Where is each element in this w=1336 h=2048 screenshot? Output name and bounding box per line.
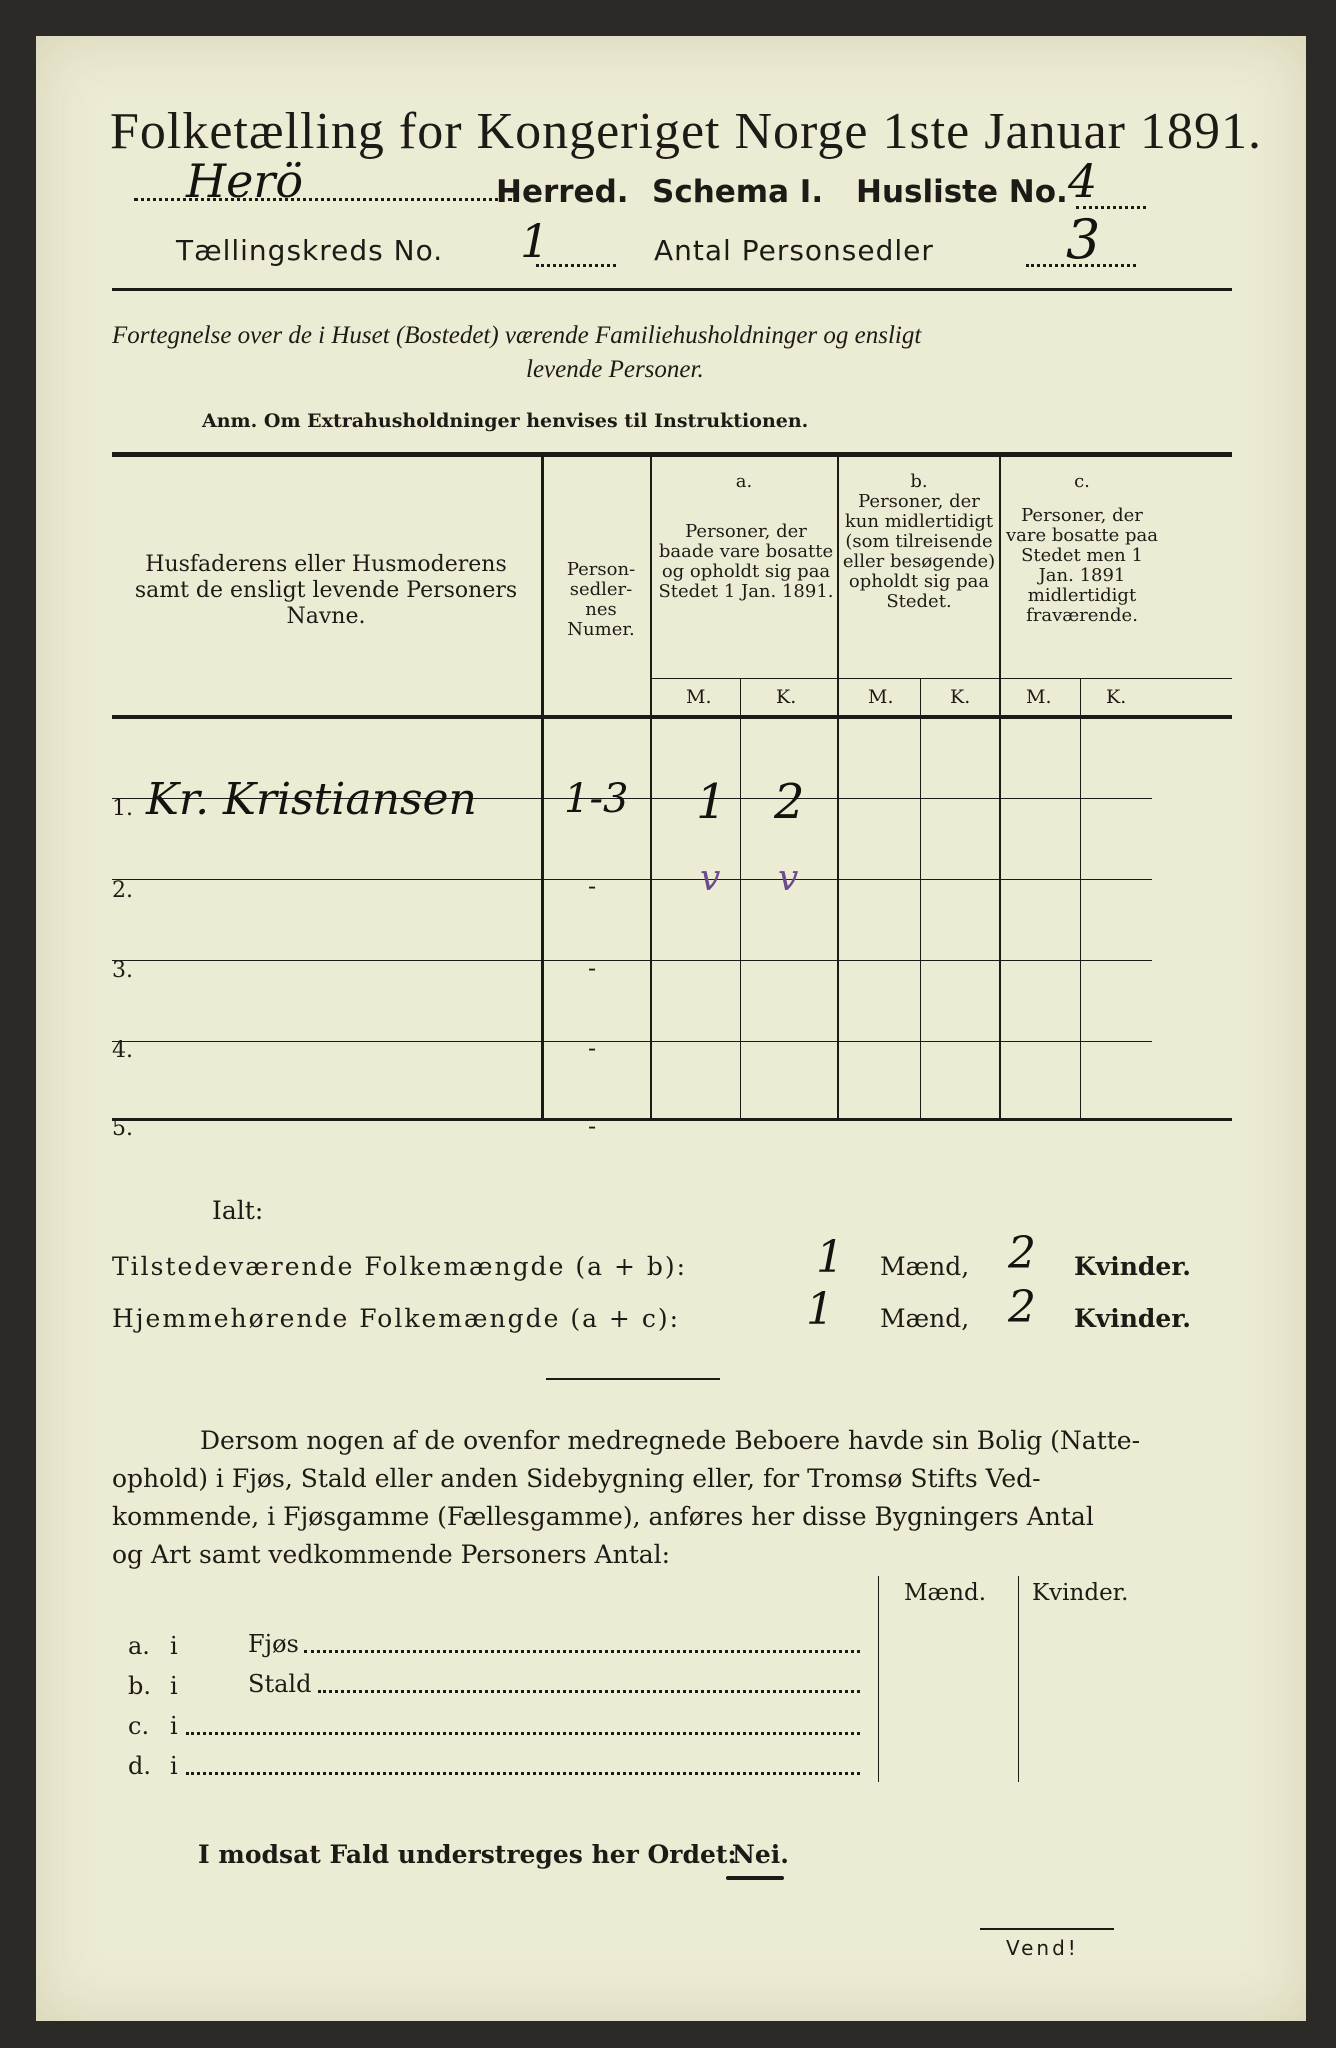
antal-dotline	[1026, 264, 1136, 267]
col-a-header: Personer, der baade vare bosatte og opholdt sig paa Stedet 1 Jan. 1891.	[658, 521, 834, 602]
building-b-prep: i	[170, 1672, 178, 1700]
husliste-label: Husliste No.	[856, 174, 1068, 210]
building-a-name: Fjøs	[248, 1630, 299, 1658]
row-2-num: -	[588, 872, 597, 900]
vend-text: Vend!	[1006, 1936, 1079, 1960]
c-m-header: M.	[1026, 686, 1052, 708]
row-line-4	[112, 1041, 1152, 1042]
row-1-a-m: 1	[696, 774, 727, 830]
col-c-header: Personer, der vare bosatte paa Stedet men 1 Jan. 1891 midlertidigt fraværende.	[1005, 505, 1159, 626]
building-a-letter: a.	[128, 1632, 150, 1660]
col-c-letter: c.	[1074, 471, 1090, 492]
col-divider-b-mk	[920, 678, 921, 1120]
row-4-num: -	[588, 1034, 597, 1062]
table-bottom-rule	[112, 1118, 1232, 1121]
row-line-3	[112, 960, 1152, 961]
row-1-name: Kr. Kristiansen	[146, 774, 477, 825]
hjemme-k: 2	[1008, 1282, 1036, 1333]
building-c-dots	[186, 1732, 860, 1735]
nei-underline	[726, 1876, 784, 1880]
a-k-header: K.	[776, 686, 797, 708]
col-num-header: Person-sedler-nes Numer.	[566, 559, 636, 640]
hjemme-kvinder: Kvinder.	[1074, 1304, 1191, 1333]
buildings-line2: ophold) i Fjøs, Stald eller anden Sidebygning eller, for Tromsø Stifts Ved-	[112, 1464, 1041, 1493]
building-c-letter: c.	[128, 1712, 150, 1740]
form-title: Folketælling for Kongeriget Norge 1ste Januar 1891.	[110, 103, 1262, 160]
vend-rule	[980, 1928, 1114, 1930]
kreds-dotline	[536, 264, 616, 267]
building-b-dots	[318, 1690, 860, 1693]
col-divider-a	[837, 456, 839, 1120]
hjemme-label: Hjemmehørende Folkemængde (a + c):	[112, 1304, 680, 1333]
header-rule	[112, 288, 1232, 291]
col-b-header: Personer, der kun midlertidigt (som tilreisende eller besøgende) opholdt sig paa Stedet.	[842, 491, 996, 612]
row-2-no: 2.	[112, 878, 133, 903]
building-c-prep: i	[170, 1712, 178, 1740]
buildings-line3: kommende, i Fjøsgamme (Fællesgamme), anføres her disse Bygningers Antal	[112, 1502, 1094, 1531]
tilstede-k: 2	[1008, 1228, 1036, 1279]
kreds-value: 1	[520, 214, 550, 268]
hjemme-maend: Mænd,	[880, 1304, 970, 1333]
census-form	[36, 36, 1306, 2021]
buildings-kvinder-header: Kvinder.	[1032, 1580, 1129, 1606]
nei-word: Nei.	[732, 1840, 789, 1869]
husliste-value: 4	[1068, 154, 1098, 208]
building-d-prep: i	[170, 1752, 178, 1780]
row-1-a-k: 2	[774, 774, 805, 830]
building-d-letter: d.	[128, 1752, 151, 1780]
section-divider	[546, 1378, 720, 1380]
anm-note: Anm. Om Extrahusholdninger henvises til Instruktionen.	[202, 410, 809, 432]
herred-value: Herö	[186, 154, 304, 208]
row-1-num: 1-3	[564, 776, 629, 822]
buildings-divider-2	[1018, 1576, 1019, 1782]
building-d-dots	[186, 1772, 860, 1775]
row-2-a-k: v	[778, 858, 799, 899]
mk-rule	[652, 678, 1232, 679]
row-line-2	[112, 879, 1152, 880]
b-m-header: M.	[868, 686, 894, 708]
tilstede-m: 1	[816, 1232, 844, 1283]
tilstede-label: Tilstedeværende Folkemængde (a + b):	[112, 1252, 688, 1281]
building-b-letter: b.	[128, 1672, 151, 1700]
ialt-label: Ialt:	[212, 1196, 264, 1225]
intro-line2: levende Personer.	[526, 356, 704, 383]
row-2-a-m: v	[700, 858, 721, 899]
tilstede-maend: Mænd,	[880, 1252, 970, 1281]
building-b-name: Stald	[248, 1670, 312, 1698]
antal-label: Antal Personsedler	[654, 234, 934, 267]
table-header-rule	[112, 715, 1232, 719]
buildings-line4: og Art samt vedkommende Personers Antal:	[112, 1540, 671, 1569]
modsat-text: I modsat Fald understreges her Ordet:	[198, 1840, 737, 1869]
row-3-no: 3.	[112, 958, 133, 983]
building-a-dots	[304, 1650, 860, 1653]
schema-label: Schema I.	[652, 174, 824, 210]
antal-value: 3	[1066, 208, 1101, 271]
row-5-no: 5.	[112, 1116, 133, 1141]
col-divider-name	[541, 456, 544, 1120]
hjemme-m: 1	[806, 1284, 834, 1335]
intro-line1: Fortegnelse over de i Huset (Bostedet) værende Familiehusholdninger og ensligt	[112, 322, 922, 349]
row-3-num: -	[588, 954, 597, 982]
col-divider-c-mk	[1080, 678, 1081, 1120]
c-k-header: K.	[1106, 686, 1127, 708]
kreds-label: Tællingskreds No.	[176, 234, 444, 267]
col-divider-b	[999, 456, 1001, 1120]
herred-label: Herred.	[496, 174, 629, 210]
buildings-divider-1	[878, 1576, 879, 1782]
tilstede-kvinder: Kvinder.	[1074, 1252, 1191, 1281]
col-a-letter: a.	[735, 471, 753, 492]
b-k-header: K.	[950, 686, 971, 708]
col-name-header: Husfaderens eller Husmoderens samt de ensligt levende Personers Navne.	[134, 552, 518, 629]
row-5-num: -	[588, 1112, 597, 1140]
building-a-prep: i	[170, 1632, 178, 1660]
table-top-rule	[112, 452, 1232, 457]
row-1-no: 1.	[112, 796, 133, 821]
a-m-header: M.	[686, 686, 712, 708]
col-divider-a-mk	[740, 678, 741, 1120]
col-divider-num	[650, 456, 652, 1120]
col-b-letter: b.	[910, 471, 928, 492]
buildings-maend-header: Mænd.	[904, 1580, 987, 1606]
row-4-no: 4.	[112, 1038, 133, 1063]
buildings-line1: Dersom nogen af de ovenfor medregnede Beboere havde sin Bolig (Natte-	[200, 1426, 1141, 1455]
